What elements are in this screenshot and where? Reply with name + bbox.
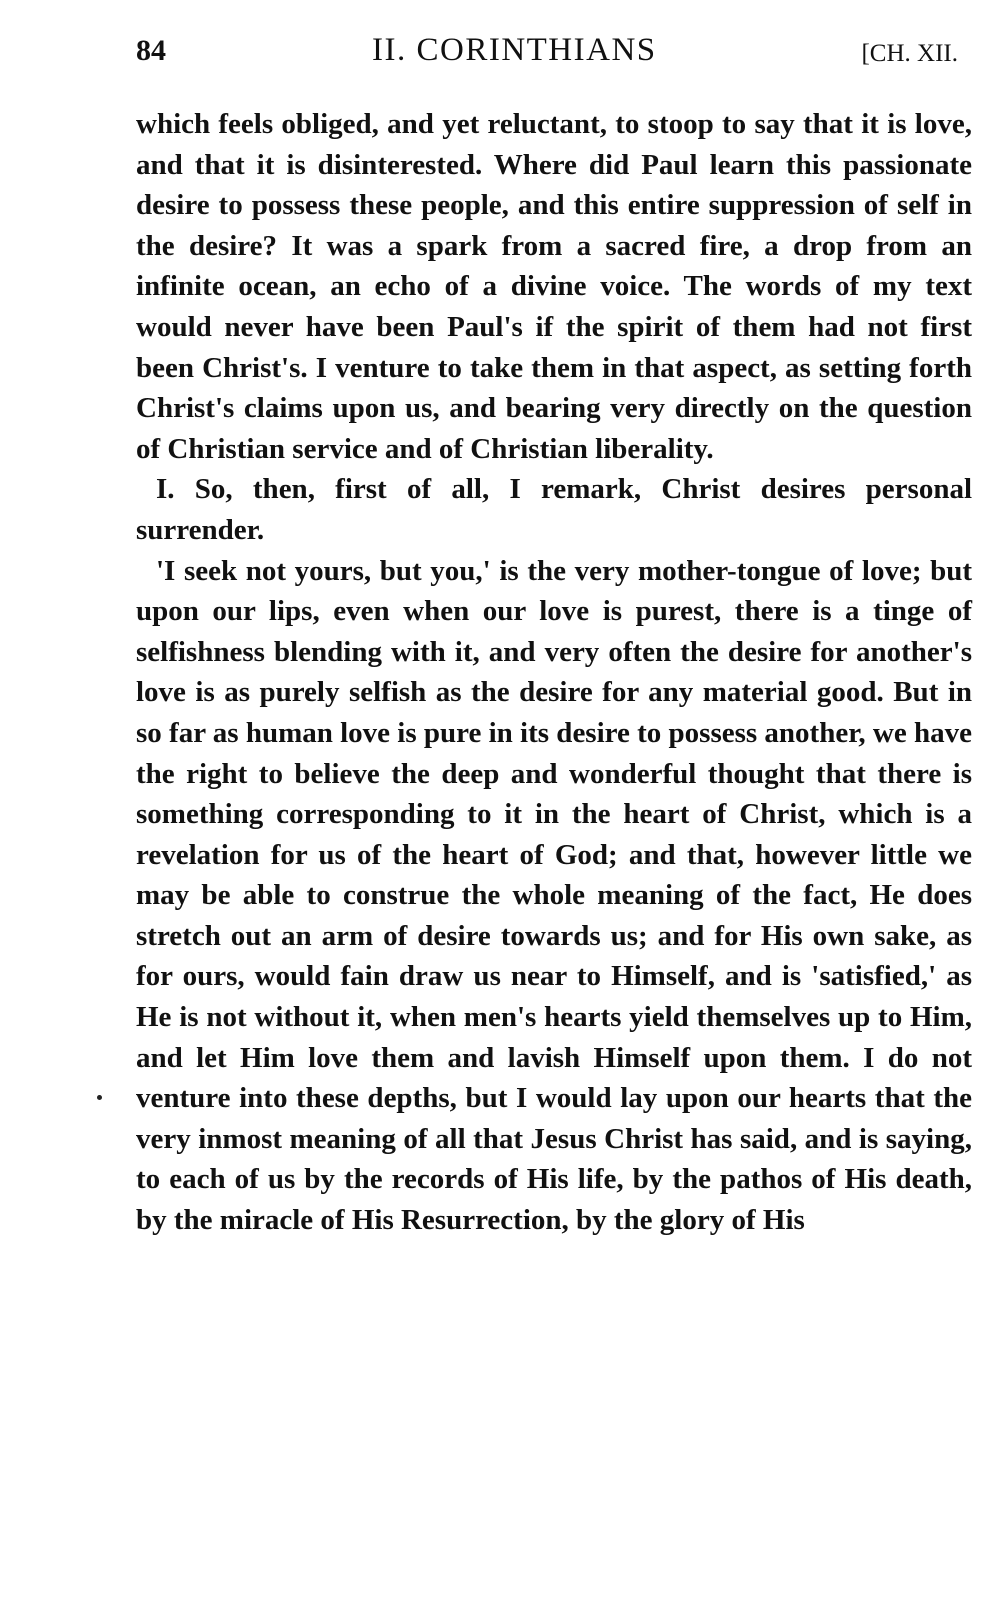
margin-dot bbox=[97, 1095, 102, 1100]
chapter-reference: [CH. XII. bbox=[861, 40, 958, 67]
page-header bbox=[136, 28, 972, 78]
body-text bbox=[136, 104, 972, 1241]
running-title: II. CORINTHIANS bbox=[372, 32, 657, 68]
paragraph-continuation: which feels obliged, and yet reluctant, to stoop to say that it is love, and that it is disinterested. Where did Paul learn this passionate desire to possess these people, and this entire suppression of self in the desire? It was a spark from a sacred fire, a drop from an infinite ocean, an echo of a divine voice. The words of my text would never have been Paul's if the spirit of them had not first been Christ's. I venture to take them in that aspect, as setting forth Christ's claims upon us, and bearing very directly on the question of Christian service and of Christian liberality. bbox=[136, 108, 972, 465]
paragraph-section-heading: I. So, then, first of all, I remark, Christ desires personal surrender. bbox=[136, 473, 972, 546]
paragraph-main: 'I seek not yours, but you,' is the very mother-tongue of love; but upon our lips, even when our love is purest, there is a tinge of selfishness blending with it, and very often the desire for another's love is as purely selfish as the desire for any material good. But in so far as human love is pure in its desire to possess another, we have the right to believe the deep and wonderful thought that there is something corresponding to it in the heart of Christ, which is a revelation for us of the heart of God; and that, however little we may be able to construe the whole meaning of the fact, He does stretch out an arm of desire towards us; and for His own sake, as for ours, would fain draw us near to Himself, and is 'satisfied,' as He is not without it, when men's hearts yield themselves up to Him, and let Him love them and lavish Himself upon them. I do not venture into these depths, but I would lay upon our hearts that the very inmost meaning of all that Jesus Christ has said, and is saying, to each of us by the records of His life, by the pathos of His death, by the miracle of His Resurrection, by the glory of His bbox=[136, 554, 972, 1237]
page-number: 84 bbox=[136, 34, 166, 67]
